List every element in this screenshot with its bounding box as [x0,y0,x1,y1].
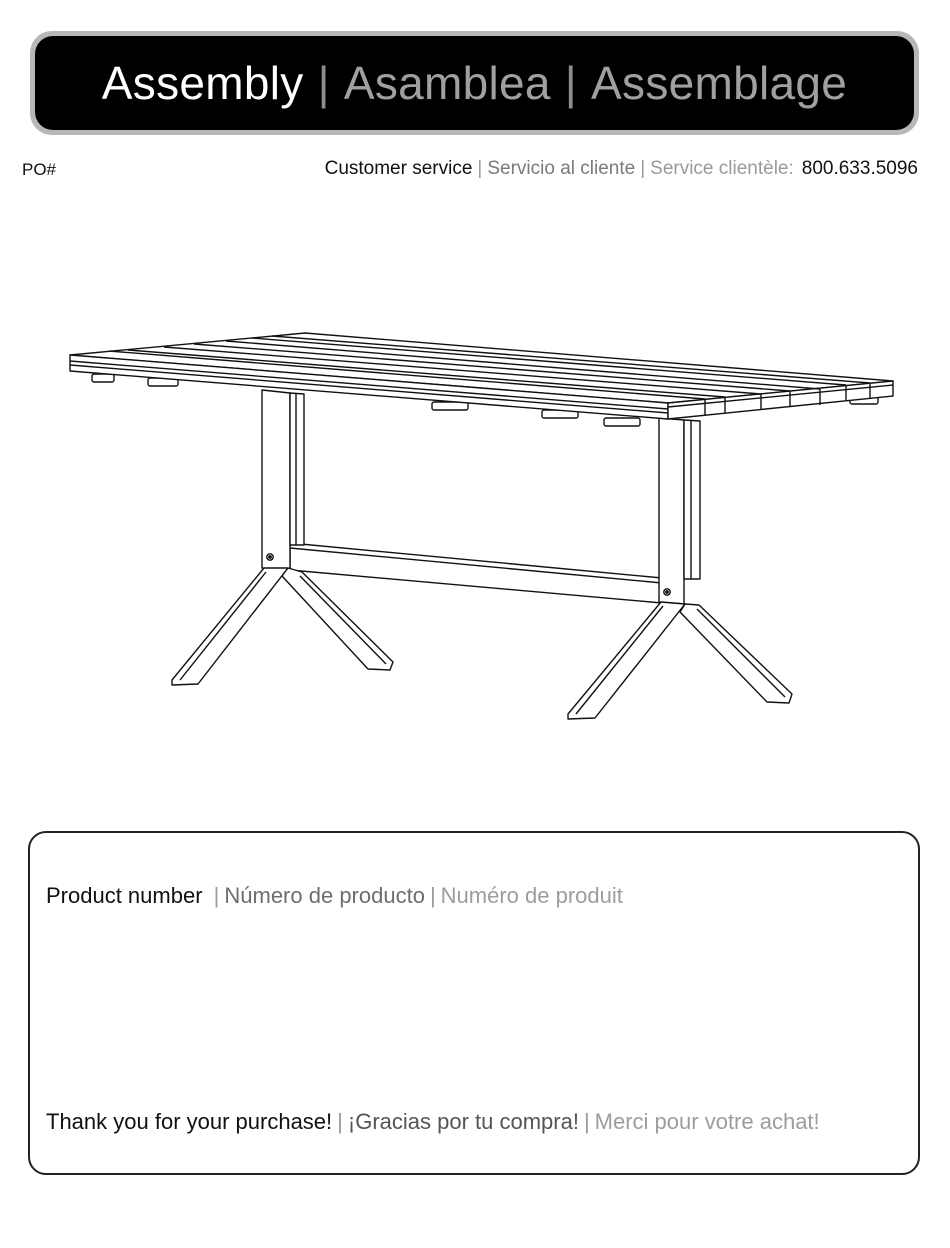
thank-you-row [46,1109,820,1135]
separator: | [477,158,483,179]
tabletop [70,333,893,419]
po-label: PO# [22,160,57,179]
phone-number: 800.633.5096 [801,158,918,179]
separator: | [213,883,220,908]
left-leg [172,390,393,685]
product-number-row [46,883,623,909]
title-english: Assembly [101,57,304,109]
title-banner [35,36,914,130]
table-illustration [60,320,900,730]
separator: | [429,883,436,908]
product-number-label-fr: Numéro de produit [440,883,623,908]
separator: | [583,1109,590,1134]
customer-service-en: Customer service [324,158,473,179]
customer-service-line [325,158,918,180]
separator: | [640,158,646,179]
product-number-label-en: Product number [46,883,203,908]
thank-you-es: ¡Gracias por tu compra! [347,1109,579,1134]
stretcher-beam [290,543,662,603]
customer-service-fr: Service clientèle: [650,158,794,179]
thank-you-en: Thank you for your purchase! [46,1109,333,1134]
title-french: Assemblage [591,57,848,109]
product-number-label-es: Número de producto [224,883,425,908]
title-spanish: Asamblea [343,57,551,109]
title-banner-frame [30,31,919,135]
thank-you-fr: Merci pour votre achat! [594,1109,820,1134]
separator: | [337,1109,343,1134]
title-separator: | [317,57,330,109]
right-leg [568,418,792,719]
customer-service-es: Servicio al cliente [487,158,636,179]
title-separator: | [564,57,578,109]
product-info-box [28,831,920,1175]
